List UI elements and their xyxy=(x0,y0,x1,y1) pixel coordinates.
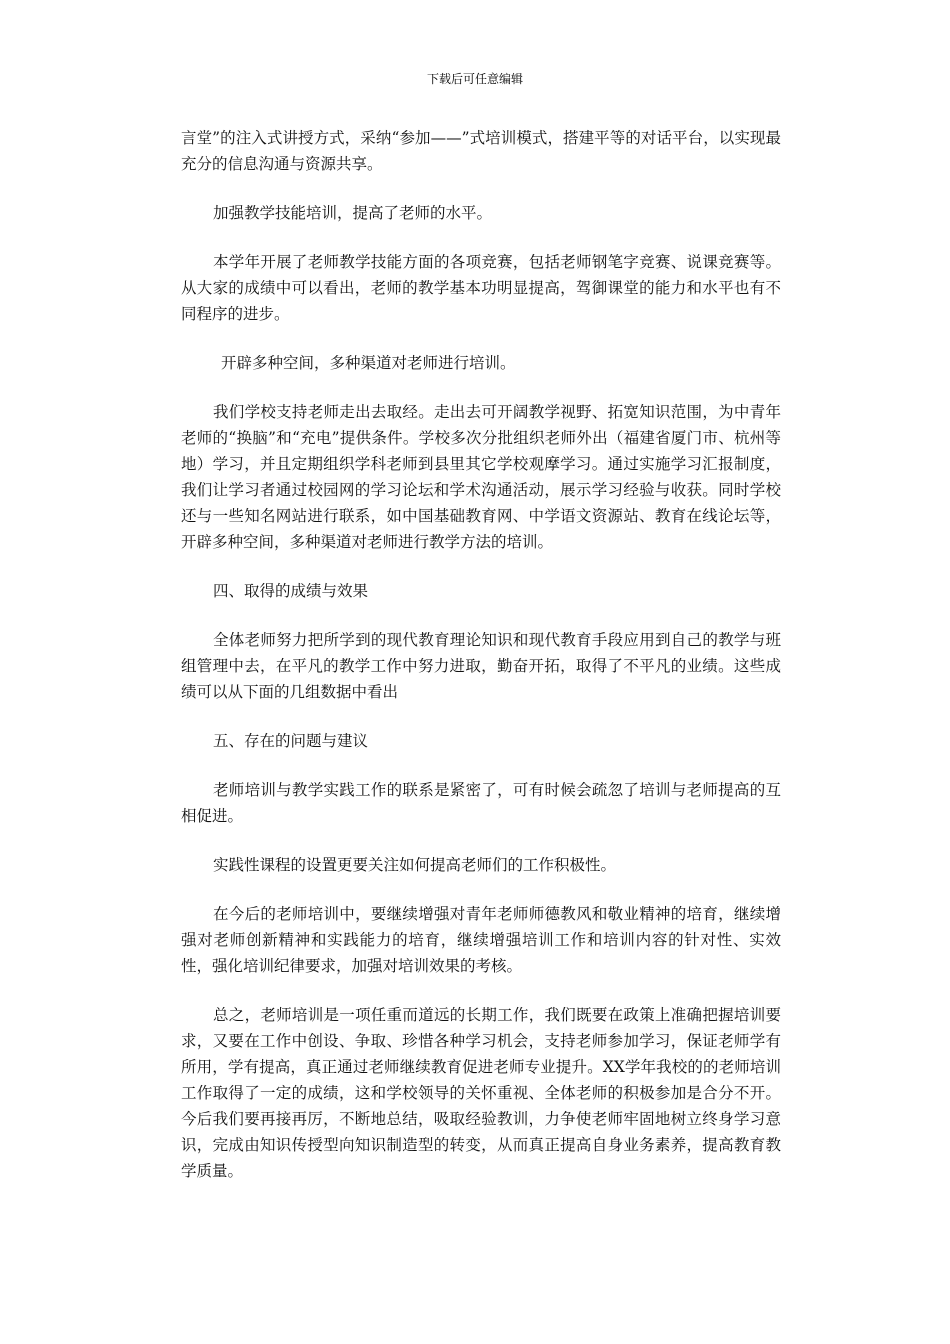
paragraph-continuation: 言堂”的注入式讲授方式，采纳“参加——”式培训模式，搭建平等的对话平台，以实现最充分的信息沟通与资源共享。 xyxy=(181,129,781,173)
paragraph-body: 我们学校支持老师走出去取经。走出去可开阔教学视野、拓宽知识范围，为中青年老师的“换脑”和“充电”提供条件。学校多次分批组织老师外出（福建省厦门市、杭州等地）学习，并且定期组织学科老师到县里其它学校观摩学习。通过实施学习汇报制度，我们让学习者通过校园网的学习论坛和学术沟通活动，展示学习经验与收获。同时学校还与一些知名网站进行联系，如中国基础教育网、中学语文资源站、教育在线论坛等，开辟多种空间，多种渠道对老师进行教学方法的培训。 xyxy=(181,403,781,551)
paragraph-body: 在今后的老师培训中，要继续增强对青年老师师德教风和敬业精神的培育，继续增强对老师创新精神和实践能力的培育，继续增强培训工作和培训内容的针对性、实效性，强化培训纪律要求，加强对培训效果的考核。 xyxy=(181,905,781,975)
paragraph-body: 全体老师努力把所学到的现代教育理论知识和现代教育手段应用到自己的教学与班组管理中去，在平凡的教学工作中努力进取，勤奋开拓，取得了不平凡的业绩。这些成绩可以从下面的几组数据中看出 xyxy=(181,631,781,701)
page-header: 下载后可任意编辑 xyxy=(426,72,523,86)
document-body xyxy=(181,125,781,1207)
paragraph-subheading: 开辟多种空间，多种渠道对老师进行培训。 xyxy=(221,354,516,372)
paragraph-conclusion: 总之，老师培训是一项任重而道远的长期工作，我们既要在政策上准确把握培训要求，又要在工作中创设、争取、珍惜各种学习机会，支持老师参加学习，保证老师学有所用，学有提高，真正通过老师继续教育促进老师专业提升。XX学年我校的的老师培训工作取得了一定的成绩，这和学校领导的关怀重视、全体老师的积极参加是合分不开。今后我们要再接再厉，不断地总结，吸取经验教训，力争使老师牢固地树立终身学习意识，完成由知识传授型向知识制造型的转变，从而真正提高自身业务素养，提高教育教学质量。 xyxy=(181,1006,781,1180)
paragraph-body: 本学年开展了老师教学技能方面的各项竞赛，包括老师钢笔字竞赛、说课竞赛等。从大家的成绩中可以看出，老师的教学基本功明显提高，驾御课堂的能力和水平也有不同程序的进步。 xyxy=(181,253,781,323)
paragraph-body: 实践性课程的设置更要关注如何提高老师们的工作积极性。 xyxy=(213,856,617,874)
paragraph-subheading: 加强教学技能培训，提高了老师的水平。 xyxy=(213,204,493,222)
paragraph-body: 老师培训与教学实践工作的联系是紧密了，可有时候会疏忽了培训与老师提高的互相促进。 xyxy=(181,781,781,825)
section-heading: 四、取得的成绩与效果 xyxy=(213,582,369,600)
section-heading: 五、存在的问题与建议 xyxy=(213,732,369,750)
